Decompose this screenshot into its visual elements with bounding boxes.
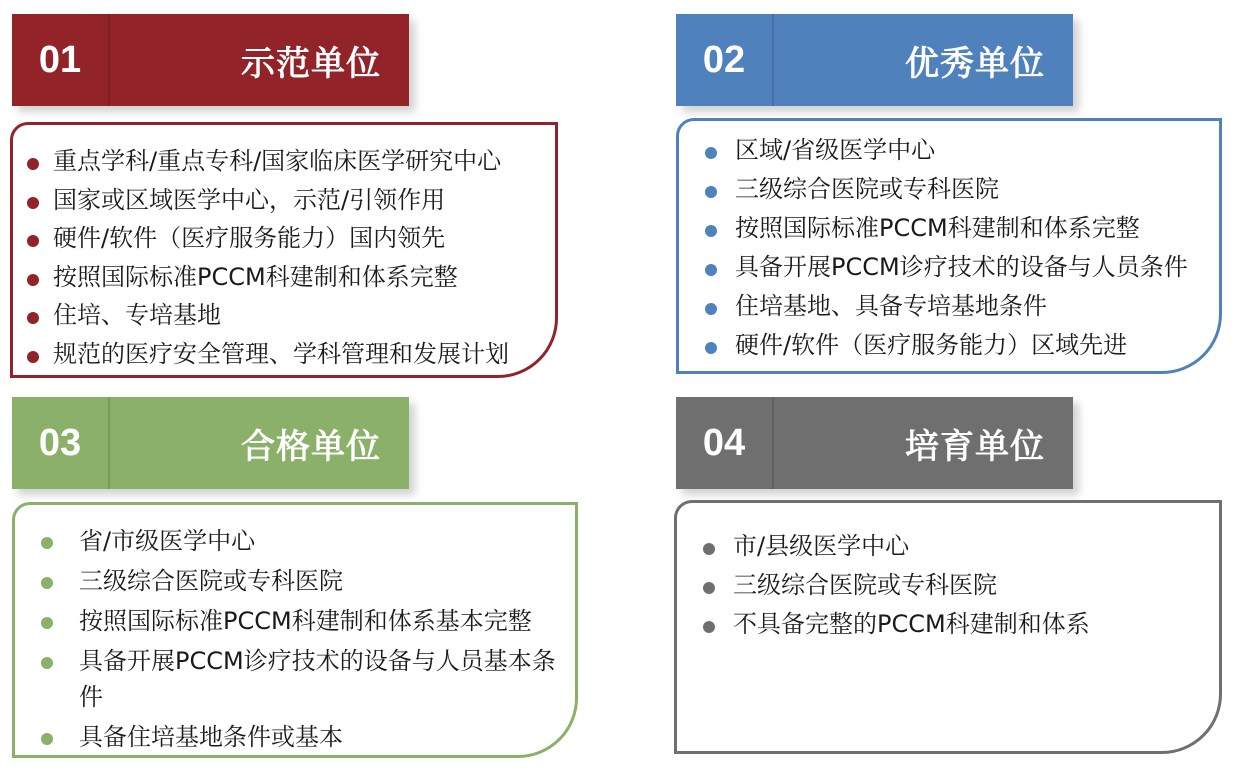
bullet-dot-icon (703, 543, 715, 555)
card-body (10, 122, 558, 378)
criteria-list (13, 142, 555, 373)
card-number: 01 (38, 38, 82, 81)
criteria-list (15, 521, 575, 757)
bullet-dot-icon (41, 577, 53, 589)
list-item: 区域/省级医学中心 (679, 131, 1219, 170)
list-item: 具备住培基地条件或基本 (15, 717, 575, 757)
list-item: 硬件/软件（医疗服务能力）国内领先 (13, 219, 555, 258)
list-item: 三级综合医院或专科医院 (679, 170, 1219, 209)
criteria-list (679, 131, 1219, 365)
card-number: 04 (702, 421, 746, 464)
bullet-dot-icon (41, 617, 53, 629)
list-item: 三级综合医院或专科医院 (15, 561, 575, 601)
card-number: 02 (702, 38, 746, 81)
card-title: 优秀单位 (905, 43, 1045, 84)
list-item: 国家或区域医学中心，示范/引领作用 (13, 181, 555, 220)
bullet-dot-icon (705, 264, 717, 276)
list-item: 具备开展PCCM诊疗技术的设备与人员条件 (679, 248, 1219, 287)
card-header (676, 14, 1073, 106)
bullet-dot-icon (27, 158, 39, 170)
card-title: 示范单位 (241, 43, 381, 84)
bullet-dot-icon (41, 657, 53, 669)
list-item: 重点学科/重点专科/国家临床医学研究中心 (13, 142, 555, 181)
bullet-dot-icon (703, 582, 715, 594)
list-item: 按照国际标准PCCM科建制和体系完整 (679, 209, 1219, 248)
list-item: 市/县级医学中心 (677, 527, 1219, 566)
header-divider (108, 397, 110, 489)
list-item: 三级综合医院或专科医院 (677, 566, 1219, 605)
card-body (12, 502, 578, 758)
list-item: 按照国际标准PCCM科建制和体系基本完整 (15, 601, 575, 641)
card-body (674, 500, 1222, 754)
bullet-dot-icon (705, 225, 717, 237)
list-item: 硬件/软件（医疗服务能力）区域先进 (679, 326, 1219, 365)
list-item: 省/市级医学中心 (15, 521, 575, 561)
list-item: 具备开展PCCM诊疗技术的设备与人员基本条件 (15, 641, 575, 717)
bullet-dot-icon (27, 235, 39, 247)
bullet-dot-icon (27, 312, 39, 324)
card-title: 培育单位 (905, 426, 1045, 467)
card-header (676, 397, 1073, 489)
bullet-dot-icon (705, 342, 717, 354)
card-number: 03 (38, 421, 82, 464)
bullet-dot-icon (703, 621, 715, 633)
criteria-list (677, 527, 1219, 644)
card-header (12, 14, 409, 106)
card-body (676, 118, 1222, 374)
card-title: 合格单位 (241, 426, 381, 467)
bullet-dot-icon (41, 537, 53, 549)
bullet-dot-icon (27, 351, 39, 363)
list-item: 规范的医疗安全管理、学科管理和发展计划 (13, 335, 555, 374)
bullet-dot-icon (705, 303, 717, 315)
list-item: 按照国际标准PCCM科建制和体系完整 (13, 258, 555, 297)
bullet-dot-icon (27, 274, 39, 286)
list-item: 住培、专培基地 (13, 296, 555, 335)
header-divider (772, 14, 774, 106)
header-divider (772, 397, 774, 489)
bullet-dot-icon (705, 147, 717, 159)
card-header (12, 397, 409, 489)
list-item: 住培基地、具备专培基地条件 (679, 287, 1219, 326)
list-item: 不具备完整的PCCM科建制和体系 (677, 605, 1219, 644)
bullet-dot-icon (27, 197, 39, 209)
bullet-dot-icon (41, 733, 53, 745)
header-divider (108, 14, 110, 106)
bullet-dot-icon (705, 186, 717, 198)
